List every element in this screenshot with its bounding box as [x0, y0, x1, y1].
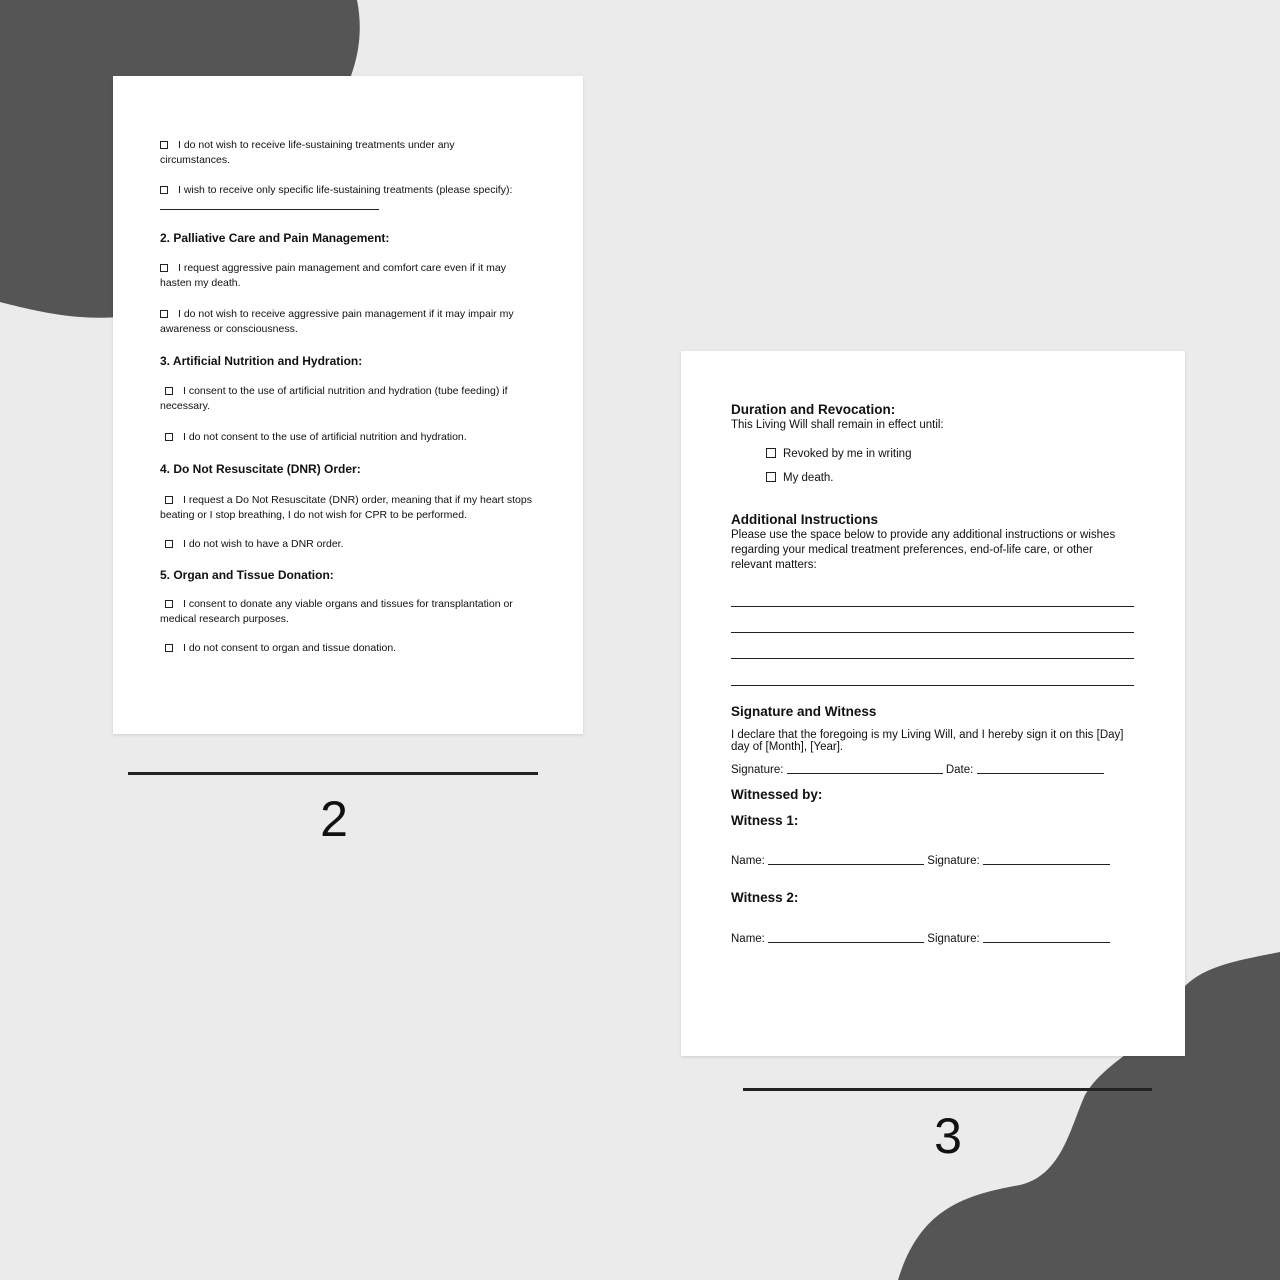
checkbox[interactable] [165, 387, 173, 395]
option-no-organ-donation: I do not consent to organ and tissue donation. [165, 641, 545, 656]
option-no-dnr: I do not wish to have a DNR order. [165, 537, 545, 552]
declaration-text: I declare that the foregoing is my Living Will, and I hereby sign it on this [Day] day of [Month], [Year]. [731, 729, 1124, 753]
instruction-line-4[interactable] [731, 685, 1134, 686]
option-no-consent-nutrition: I do not consent to the use of artificial nutrition and hydration. [165, 430, 545, 445]
page-2-divider [128, 772, 538, 775]
checkbox[interactable] [165, 540, 173, 548]
heading-palliative-care: 2. Palliative Care and Pain Management: [160, 231, 390, 245]
option-specific-treatments: I wish to receive only specific life-sustaining treatments (please specify): [160, 183, 540, 198]
option-consent-organ-donation: I consent to donate any viable organs and tissues for transplantation or medical research purposes. [160, 598, 513, 625]
witness-2-signature-blank[interactable] [983, 932, 1110, 943]
heading-organ-donation: 5. Organ and Tissue Donation: [160, 568, 334, 582]
option-request-dnr: I request a Do Not Resuscitate (DNR) order, meaning that if my heart stops beating or I stop breathing, I do not wish for CPR to be performed. [160, 494, 532, 521]
witness-1-signature-blank[interactable] [983, 854, 1110, 865]
document-page-2 [113, 76, 583, 734]
heading-dnr-order: 4. Do Not Resuscitate (DNR) Order: [160, 462, 361, 476]
witness-2-row: Name: Signature: [731, 932, 1110, 947]
instruction-line-2[interactable] [731, 632, 1134, 633]
checkbox[interactable] [766, 472, 776, 482]
duration-text: This Living Will shall remain in effect until: [731, 419, 944, 431]
checkbox[interactable] [165, 600, 173, 608]
checkbox[interactable] [160, 264, 168, 272]
witness-1-name-blank[interactable] [768, 854, 924, 865]
witnessed-by-label: Witnessed by: [731, 787, 823, 802]
signature-blank[interactable] [787, 763, 943, 774]
checkbox[interactable] [766, 448, 776, 458]
page-3-divider [743, 1088, 1152, 1091]
checkbox[interactable] [160, 141, 168, 149]
witness-1-label: Witness 1: [731, 813, 799, 828]
checkbox[interactable] [160, 310, 168, 318]
heading-additional-instructions: Additional Instructions [731, 512, 878, 527]
witness-1-row: Name: Signature: [731, 854, 1110, 869]
option-no-aggressive-pain-management: I do not wish to receive aggressive pain management if it may impair my awareness or consciousness. [160, 308, 514, 335]
page-number-3: 3 [934, 1108, 962, 1164]
option-consent-nutrition: I consent to the use of artificial nutrition and hydration (tube feeding) if necessary. [160, 385, 508, 412]
page-number-2: 2 [320, 791, 348, 847]
document-page-3 [681, 351, 1185, 1056]
checkbox[interactable] [165, 496, 173, 504]
date-blank[interactable] [977, 763, 1104, 774]
signature-date-row: Signature: Date: [731, 763, 1104, 778]
instruction-line-1[interactable] [731, 606, 1134, 607]
option-my-death: My death. [766, 471, 834, 486]
checkbox[interactable] [160, 186, 168, 194]
specify-blank-line[interactable] [160, 209, 379, 210]
instruction-line-3[interactable] [731, 658, 1134, 659]
witness-2-name-blank[interactable] [768, 932, 924, 943]
option-aggressive-pain-management: I request aggressive pain management and comfort care even if it may hasten my death. [160, 262, 507, 289]
heading-nutrition-hydration: 3. Artificial Nutrition and Hydration: [160, 354, 363, 368]
checkbox[interactable] [165, 433, 173, 441]
checkbox[interactable] [165, 644, 173, 652]
witness-2-label: Witness 2: [731, 890, 799, 905]
heading-duration-revocation: Duration and Revocation: [731, 402, 896, 417]
option-no-life-sustaining: I do not wish to receive life-sustaining treatments under any circumstances. [160, 139, 455, 166]
heading-signature-witness: Signature and Witness [731, 704, 877, 719]
option-revoked-in-writing: Revoked by me in writing [766, 447, 911, 462]
additional-instructions-text: Please use the space below to provide any additional instructions or wishes regarding your medical treatment preferences, end-of-life care, or other relevant matters: [731, 529, 1116, 571]
